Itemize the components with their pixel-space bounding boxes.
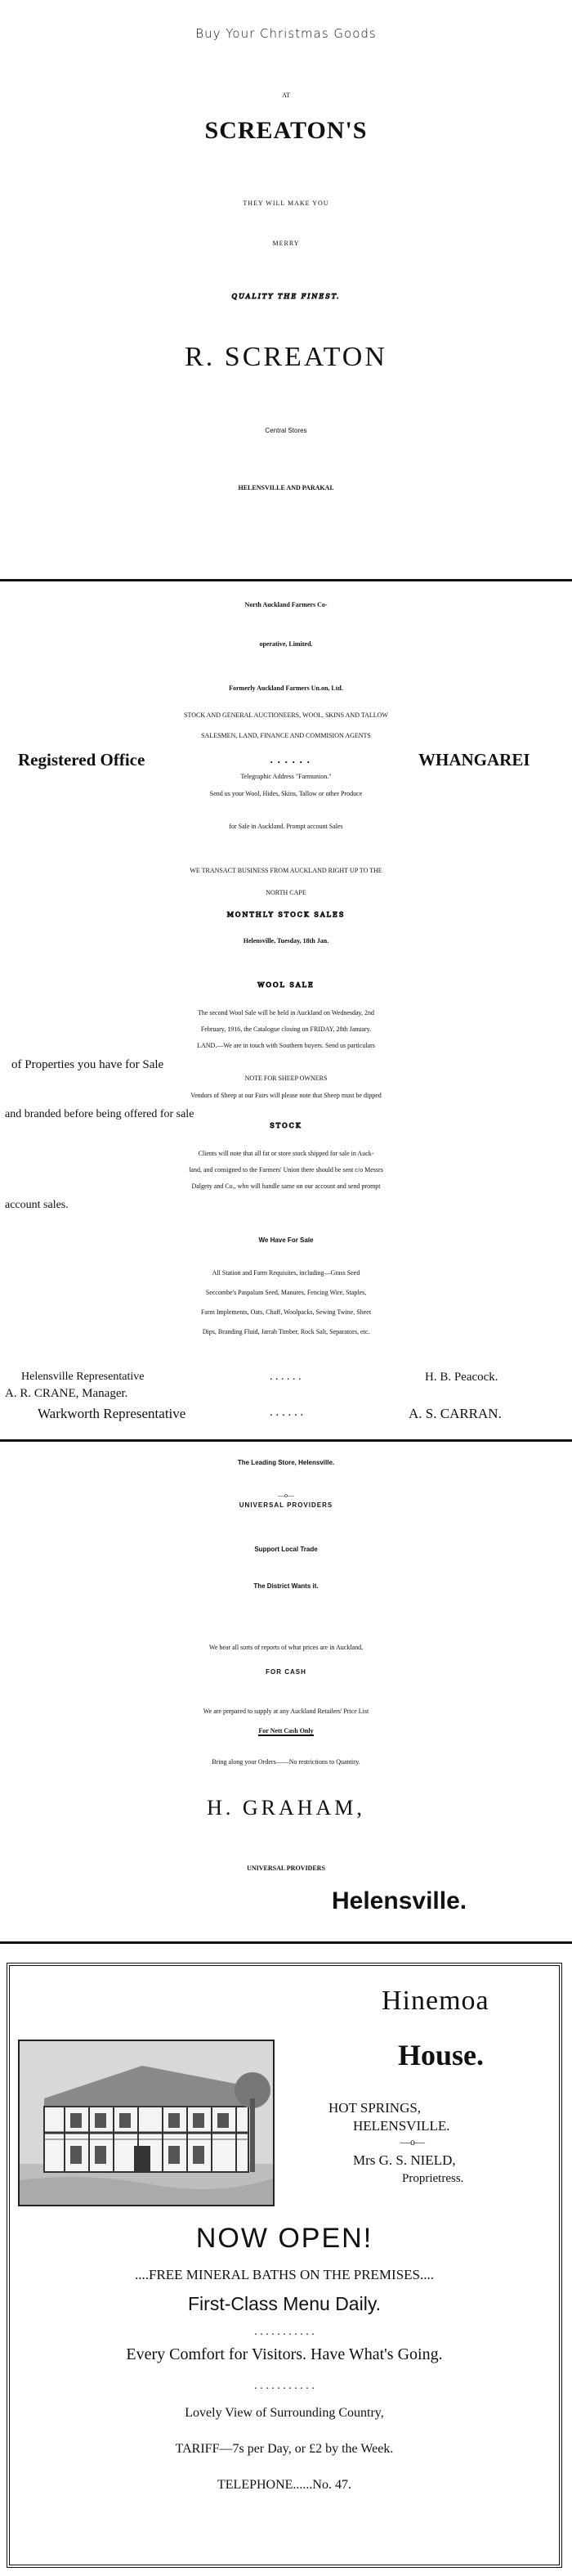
screaton-quality: QUALITY THE FINEST. xyxy=(231,293,341,300)
graham-bring-orders: Bring along your Orders——No restrictions to Quantity. xyxy=(212,1758,360,1766)
farmers-wool-3: LAND.—We are in touch with Southern buyers. Send us particulars xyxy=(197,1042,375,1049)
hinemoa-title-1: Hinemoa xyxy=(382,1986,489,2016)
screaton-location: HELENSVILLE AND PARAKAI. xyxy=(238,484,334,491)
farmers-rep-3-dots: . . . . . . xyxy=(270,1406,304,1419)
hinemoa-dots-2: . . . . . . . . . . . xyxy=(254,2380,315,2392)
farmers-monthly-sales: MONTHLY STOCK SALES xyxy=(226,911,346,918)
farmers-transact-2: NORTH CAPE xyxy=(266,889,306,896)
farmers-sheep-head: NOTE FOR SHEEP OWNERS xyxy=(244,1075,328,1082)
farmers-rep-3-name: A. S. CARRAN. xyxy=(409,1406,502,1421)
hinemoa-telephone: TELEPHONE......No. 47. xyxy=(217,2478,351,2492)
hinemoa-now-open: NOW OPEN! xyxy=(195,2223,373,2254)
divider-rule-3 xyxy=(0,1941,572,1944)
graham-divider-o-1: —o— xyxy=(278,1492,294,1499)
farmers-telegraphic: Telegraphic Address "Farmunion." xyxy=(240,773,332,780)
graham-reports: We hear all sorts of reports of what prices are in Auckland, xyxy=(208,1644,364,1651)
graham-helensville: Helensville. xyxy=(332,1887,467,1914)
farmers-formerly: Formerly Auckland Farmers Un.on, Ltd. xyxy=(229,684,343,692)
farmers-have-head: We Have For Sale xyxy=(258,1236,314,1244)
divider-rule-2 xyxy=(0,1439,572,1442)
farmers-stock-head: STOCK xyxy=(270,1122,302,1129)
farmers-reg-city: WHANGAREI xyxy=(418,750,530,770)
farmers-transact-1: WE TRANSACT BUSINESS FROM AUCKLAND RIGHT UP TO THE xyxy=(190,867,382,874)
graham-nett-cash xyxy=(0,1727,572,1735)
hinemoa-divider-o: —o— xyxy=(400,2136,425,2147)
hinemoa-view: Lovely View of Surrounding Country, xyxy=(185,2406,384,2420)
farmers-stock-4: account sales. xyxy=(5,1199,69,1211)
farmers-have-2: Seccombe's Paspalum Seed, Manures, Fencing Wire, Staples, xyxy=(205,1289,367,1296)
farmers-stock-2: land, and consigned to the Farmers' Union there should be sent c/o Messrs xyxy=(189,1166,383,1174)
farmers-have-4: Dips, Branding Fluid, Jarrah Timber, Rock Salt, Separators, etc. xyxy=(202,1328,370,1335)
farmers-rep-1-dots: . . . . . . xyxy=(270,1371,302,1383)
hinemoa-helensville: HELENSVILLE. xyxy=(353,2118,450,2134)
graham-support: Support Local Trade xyxy=(254,1546,318,1553)
farmers-title-2: operative, Limited. xyxy=(259,640,313,648)
farmers-rep-1-name: H. B. Peacock. xyxy=(425,1371,498,1384)
farmers-send-1: Send us your Wool, Hides, Skins, Tallow or other Produce xyxy=(209,790,363,797)
screaton-at: AT xyxy=(282,92,290,99)
farmers-title-1: North Auckland Farmers Co- xyxy=(244,601,328,608)
farmers-stock-1: Clients will note that all fat or store stock shipped for sale in Auck- xyxy=(198,1150,374,1157)
graham-nett-cash-text: For Nett Cash Only xyxy=(258,1727,314,1735)
farmers-services-2: SALESMEN, LAND, FINANCE AND COMMISION AGENTS xyxy=(201,732,371,739)
graham-universal: UNIVERSAL PROVIDERS xyxy=(239,1501,333,1509)
farmers-rep-1: Helensville Representative xyxy=(21,1371,145,1383)
graham-district: The District Wants it. xyxy=(253,1582,319,1590)
hinemoa-menu: First-Class Menu Daily. xyxy=(188,2293,381,2314)
hinemoa-comfort: Every Comfort for Visitors. Have What's Going. xyxy=(126,2345,443,2363)
farmers-wool-sale-head: WOOL SALE xyxy=(257,981,315,989)
screaton-name: SCREATON'S xyxy=(204,117,368,144)
graham-name: H. GRAHAM, xyxy=(207,1796,365,1820)
farmers-stock-3: Dalgety and Co., who will handle same on our account and send prompt xyxy=(191,1183,381,1190)
graham-headline: The Leading Store, Helensville. xyxy=(237,1459,335,1466)
farmers-manager: A. R. CRANE, Manager. xyxy=(5,1387,128,1400)
hinemoa-ad xyxy=(7,1963,562,2568)
divider-rule-1 xyxy=(0,579,572,581)
farmers-wool-1: The second Wool Sale will be held in Auckland on Wednesday, 2nd xyxy=(197,1009,375,1016)
screaton-tagline-1: THEY WILL MAKE YOU xyxy=(243,200,329,207)
hinemoa-hot-springs: HOT SPRINGS, xyxy=(328,2100,422,2116)
hinemoa-dots-1: . . . . . . . . . . . xyxy=(254,2326,315,2338)
farmers-rep-3: Warkworth Representative xyxy=(38,1406,186,1421)
hinemoa-proprietress-name: Mrs G. S. NIELD, xyxy=(353,2152,456,2168)
farmers-have-1: All Station and Farm Requisites, including—Grass Seed xyxy=(212,1269,360,1277)
farmers-wool-4: of Properties you have for Sale xyxy=(11,1058,164,1071)
hinemoa-free-baths: ....FREE MINERAL BATHS ON THE PREMISES.... xyxy=(134,2267,434,2282)
farmers-sheep-2: and branded before being offered for sale xyxy=(5,1108,194,1120)
farmers-reg-label: Registered Office xyxy=(18,750,145,770)
farmers-reg-dots: . . . . . . xyxy=(270,750,311,766)
farmers-services-1: STOCK AND GENERAL AUCTIONEERS, WOOL, SKINS AND TALLOW xyxy=(184,711,388,719)
hotel-illustration xyxy=(18,2040,275,2206)
farmers-sheep-1: Vendors of Sheep at our Fairs will please note that Sheep must be dipped xyxy=(190,1092,382,1099)
graham-prepared: We are prepared to supply at any Auckland Retailers' Price List xyxy=(203,1708,369,1715)
screaton-proprietor: R. SCREATON xyxy=(185,342,387,372)
screaton-headline: Buy Your Christmas Goods xyxy=(195,26,377,41)
farmers-send-2: for Sale in Auckland. Prompt account Sales xyxy=(229,823,343,830)
hinemoa-tariff: TARIFF—7s per Day, or £2 by the Week. xyxy=(175,2442,394,2456)
graham-providers: UNIVERSAL PROVIDERS xyxy=(247,1865,325,1872)
screaton-central-stores: Central Stores xyxy=(265,427,307,434)
hotel-building-icon xyxy=(20,2041,273,2205)
farmers-sale-date: Helensville, Tuesday, 18th Jan. xyxy=(243,937,329,945)
screaton-tagline-2: MERRY xyxy=(272,240,300,247)
graham-for-cash: FOR CASH xyxy=(266,1668,306,1676)
hinemoa-proprietress: Proprietress. xyxy=(402,2172,464,2185)
farmers-wool-2: February, 1916, the Catalogue closing on FRIDAY, 28th January. xyxy=(200,1025,372,1033)
farmers-have-3: Farm Implements, Oats, Chaff, Woolpacks, Sewing Twine, Sheet xyxy=(200,1308,372,1316)
hinemoa-title-2: House. xyxy=(398,2039,485,2071)
